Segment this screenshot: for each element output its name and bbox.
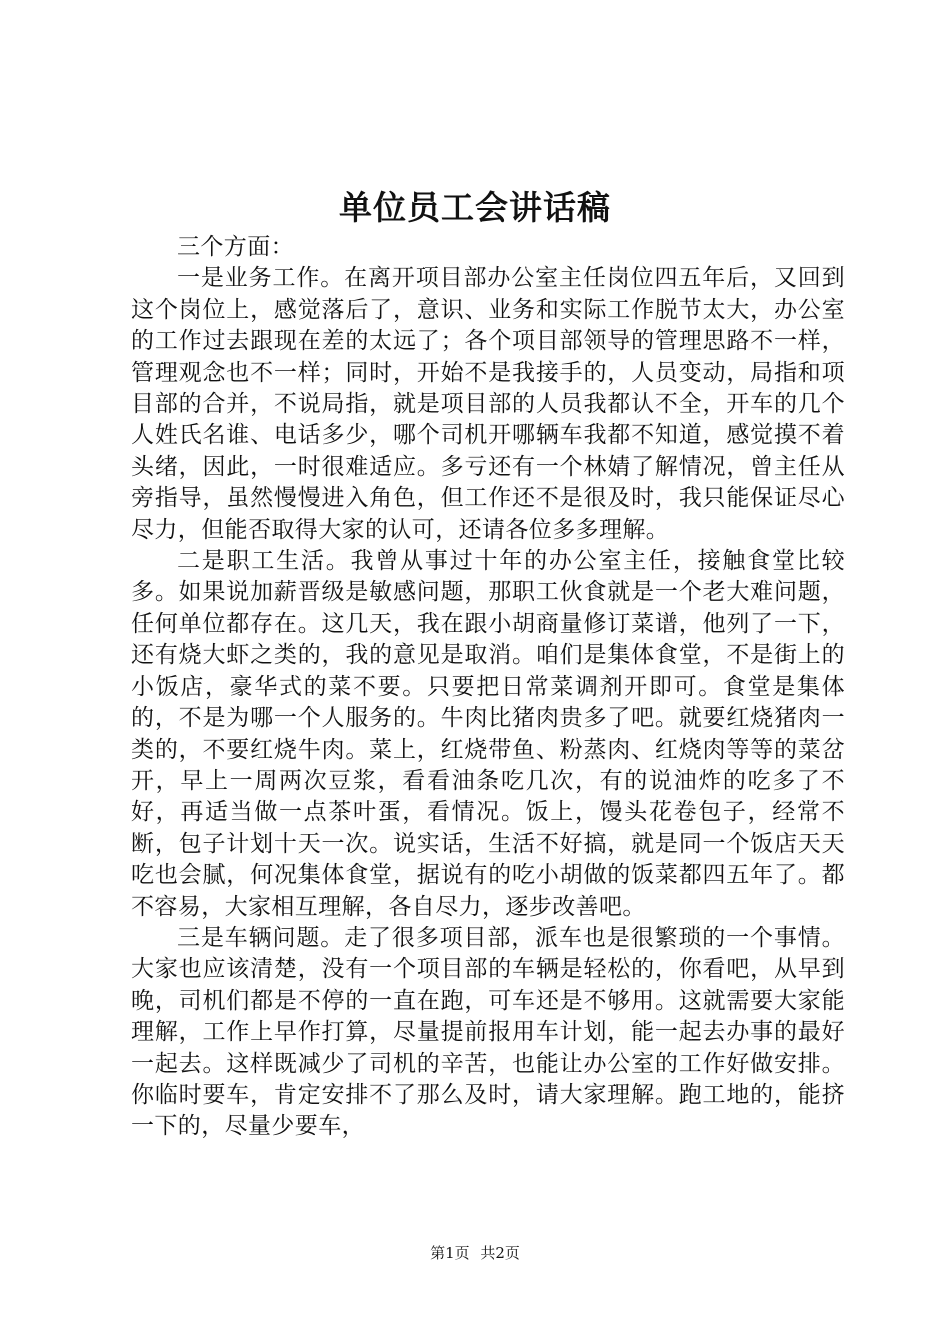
page-number: 第1页 <box>430 1244 470 1262</box>
paragraph-staff-life: 二是职工生活。我曾从事过十年的办公室主任，接触食堂比较多。如果说加薪晋级是敏感问题，那职工伙食就是一个老大难问题，任何单位都存在。这几天，我在跟小胡商量修订菜谱，他列了一下，还有烧大虾之类的，我的意见是取消。咱们是集体食堂，不是街上的小饭店，豪华式的菜不要。只要把日常菜调剂开即可。食堂是集体的，不是为哪一个人服务的。牛肉比猪肉贵多了吧。就要红烧猪肉一类的，不要红烧牛肉。菜上，红烧带鱼、粉蒸肉、红烧肉等等的菜岔开，早上一周两次豆浆，看看油条吃几次，有的说油炸的吃多了不好，再适当做一点茶叶蛋，看情况。饭上，馒头花卷包子，经常不断，包子计划十天一次。说实话，生活不好搞，就是同一个饭店天天吃也会腻，何况集体食堂，据说有的吃小胡做的饭菜都四五年了。都不容易，大家相互理解，各自尽力，逐步改善吧。 <box>131 548 845 920</box>
document-body <box>131 232 845 1143</box>
page-total: 共2页 <box>480 1244 520 1262</box>
paragraph-intro: 三个方面： <box>177 234 294 260</box>
paragraph-business-work: 一是业务工作。在离开项目部办公室主任岗位四五年后，又回到这个岗位上，感觉落后了，意识、业务和实际工作脱节太大，办公室的工作过去跟现在差的太远了；各个项目部领导的管理思路不一样，管理观念也不一样；同时，开始不是我接手的，人员变动，局指和项目部的合并，不说局指，就是项目部的人员我都认不全，开车的几个人姓氏名谁、电话多少，哪个司机开哪辆车我都不知道，感觉摸不着头绪，因此，一时很难适应。多亏还有一个林婧了解情况，曾主任从旁指导，虽然慢慢进入角色，但工作还不是很及时，我只能保证尽心尽力，但能否取得大家的认可，还请各位多多理解。 <box>131 265 845 543</box>
document-title: 单位员工会讲话稿 <box>339 188 611 227</box>
page-footer <box>0 1242 950 1263</box>
paragraph-vehicle-issue: 三是车辆问题。走了很多项目部，派车也是很繁琐的一个事情。大家也应该清楚，没有一个项目部的车辆是轻松的，你看吧，从早到晚，司机们都是不停的一直在跑，可车还是不够用。这就需要大家能理解，工作上早作打算，尽量提前报用车计划，能一起去办事的最好一起去。这样既减少了司机的辛苦，也能让办公室的工作好做安排。你临时要车，肯定安排不了那么及时，请大家理解。跑工地的，能挤一下的，尽量少要车， <box>131 924 845 1140</box>
